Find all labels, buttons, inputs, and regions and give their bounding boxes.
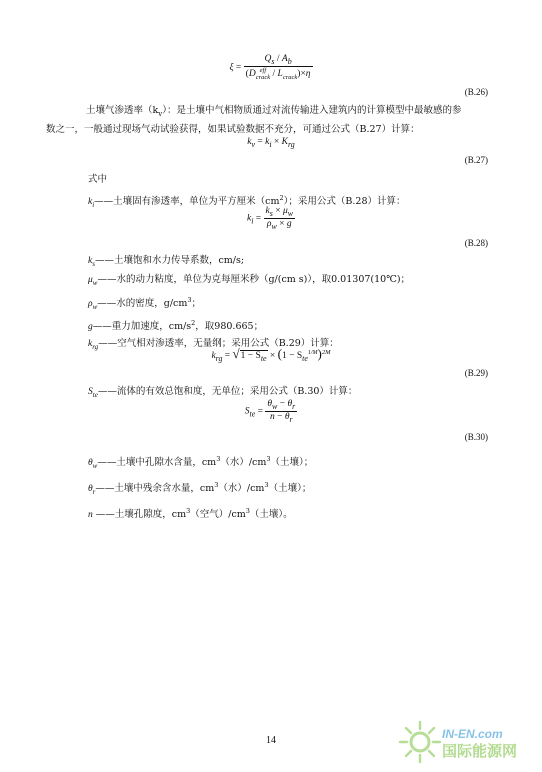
exp-1m: 1/M bbox=[307, 349, 318, 356]
sub-b: b bbox=[287, 56, 292, 66]
sub-te: te bbox=[260, 353, 267, 363]
page-number: 14 bbox=[266, 735, 276, 746]
definitions-list-2 bbox=[88, 450, 313, 525]
sqrt-inner: 1 − S bbox=[240, 351, 261, 361]
sup: 3 bbox=[187, 295, 192, 304]
sub-i: i bbox=[251, 216, 254, 226]
var-d: D bbox=[248, 69, 256, 80]
pow-2m: 2M bbox=[321, 348, 331, 356]
sub-i: i bbox=[269, 139, 272, 149]
denominator bbox=[265, 411, 297, 424]
sup: 3 bbox=[216, 455, 221, 463]
text2: （空气）/cm bbox=[190, 509, 246, 521]
text: ——空气相对渗透率，无量纲；采用公式（B.29）计算： bbox=[98, 337, 339, 349]
var-g: g bbox=[286, 218, 292, 229]
times-sign: × bbox=[272, 206, 283, 216]
times-sign: × bbox=[300, 69, 306, 80]
text3: （土壤）； bbox=[268, 483, 312, 495]
sym-s: S bbox=[88, 387, 93, 397]
text: ——土壤中孔隙水含量，cm bbox=[97, 457, 217, 469]
text: ——土壤饱和水力传导系数，cm/s; bbox=[94, 255, 245, 266]
paren-open: ( bbox=[277, 346, 282, 361]
equation-b30 bbox=[0, 399, 542, 424]
sym-k: k bbox=[88, 197, 93, 208]
def-g bbox=[88, 315, 410, 336]
text3: （土壤）； bbox=[270, 457, 314, 469]
times-sign: × bbox=[271, 137, 282, 147]
var-K: K bbox=[281, 137, 288, 147]
slash2: / bbox=[270, 69, 278, 80]
sup2: 3 bbox=[264, 481, 269, 490]
sub-crack2: crack bbox=[282, 73, 298, 81]
theta-w: θ bbox=[267, 399, 273, 409]
equation-number-b26: (B.26) bbox=[464, 87, 488, 97]
equals-sign: = bbox=[235, 62, 242, 73]
sub-w: w bbox=[272, 401, 278, 411]
ki-text: ——土壤固有渗透率，单位为平方厘米（cm bbox=[94, 196, 280, 208]
theta-r2: θ bbox=[284, 411, 290, 422]
intro-sub-v: v bbox=[158, 109, 163, 118]
var-k2: k bbox=[265, 137, 270, 147]
eta-symbol: η bbox=[305, 69, 311, 80]
times-sign2: × bbox=[276, 218, 287, 229]
def-n bbox=[88, 502, 313, 525]
fraction-b26 bbox=[244, 54, 313, 81]
equation-b26 bbox=[0, 54, 542, 81]
var-k: k bbox=[247, 137, 252, 147]
sup: 3 bbox=[186, 507, 191, 516]
sub-te2: te bbox=[302, 353, 308, 363]
in-en-watermark-logo bbox=[392, 702, 542, 769]
sub-s: s bbox=[269, 208, 273, 218]
one-minus-s: 1 − S bbox=[281, 351, 303, 361]
sub: rg bbox=[92, 342, 99, 351]
text2: ； bbox=[191, 297, 202, 309]
var-k: k bbox=[211, 351, 216, 361]
sub-rg: rg bbox=[287, 139, 295, 149]
xi-symbol: ξ bbox=[229, 62, 234, 73]
sup2: 3 bbox=[245, 507, 250, 516]
equals-sign: = bbox=[255, 406, 266, 417]
text2: ，取980.665； bbox=[195, 321, 264, 333]
text: ——土壤中残余含水量，cm bbox=[95, 483, 215, 495]
sym: μ bbox=[88, 275, 93, 286]
paren-open: ( bbox=[245, 69, 249, 80]
paren-close: ) bbox=[317, 346, 322, 361]
var-ks: k bbox=[265, 206, 270, 216]
equation-number-b27: (B.27) bbox=[464, 155, 488, 165]
numerator bbox=[265, 399, 297, 411]
sub: r bbox=[92, 488, 96, 497]
var-k: k bbox=[247, 213, 252, 224]
watermark-cn: 国际能源网 bbox=[442, 742, 518, 760]
definitions-list-1 bbox=[88, 253, 410, 355]
sub: w bbox=[92, 279, 98, 288]
ste-text: ——流体的有效总饱和度，无单位；采用公式（B.30）计算： bbox=[97, 386, 358, 397]
def-ks bbox=[88, 253, 410, 272]
var-l: L bbox=[277, 69, 283, 80]
equation-b28 bbox=[0, 206, 542, 231]
sub-s: s bbox=[271, 56, 275, 66]
sqrt-sign: √ bbox=[232, 346, 240, 361]
text2: （水）/cm bbox=[220, 457, 267, 469]
fraction-b28 bbox=[264, 206, 295, 231]
var-mu: μ bbox=[282, 206, 288, 216]
var-q: Q bbox=[264, 54, 272, 64]
sub: w bbox=[92, 302, 98, 311]
denominator bbox=[264, 218, 295, 231]
sub: w bbox=[92, 462, 98, 471]
equation-b29 bbox=[0, 346, 542, 363]
paren-close: ) bbox=[297, 69, 301, 80]
numerator bbox=[264, 206, 295, 218]
sub-te: te bbox=[249, 409, 256, 419]
minus-sign: − bbox=[277, 399, 288, 409]
sup-2: 2 bbox=[279, 194, 284, 202]
equation-number-b29: (B.29) bbox=[464, 368, 488, 378]
intro-paragraph bbox=[46, 103, 486, 138]
sym: n bbox=[88, 510, 93, 521]
sub: s bbox=[92, 259, 95, 268]
sym: k bbox=[88, 338, 93, 349]
def-rhow bbox=[88, 292, 410, 315]
intro-line2: 数之一，一般通过现场气动试验获得，如果试验数据不充分，可通过公式（B.27）计算： bbox=[46, 123, 420, 135]
equation-b27 bbox=[0, 137, 542, 149]
theta-r: θ bbox=[287, 399, 293, 409]
sym: θ bbox=[88, 484, 93, 495]
sup: 2 bbox=[191, 319, 196, 328]
sup-eff: eff bbox=[259, 66, 267, 74]
def-muw bbox=[88, 272, 410, 291]
sup2: 3 bbox=[266, 455, 271, 463]
sub-r2: r bbox=[289, 414, 293, 424]
var-a: A bbox=[281, 54, 288, 64]
sym: k bbox=[88, 256, 93, 266]
text: ——水的密度，g/cm bbox=[97, 297, 188, 309]
var-s: S bbox=[244, 406, 250, 417]
text2: （水）/cm bbox=[218, 483, 265, 495]
var-rho: ρ bbox=[266, 218, 272, 229]
def-theta-r bbox=[88, 476, 313, 502]
intro-line1: 土壤气渗透率（k bbox=[86, 105, 159, 116]
def-theta-w bbox=[88, 450, 313, 476]
equation-number-b30: (B.30) bbox=[464, 432, 488, 442]
shizhong-label: 式中 bbox=[88, 174, 108, 185]
sqrt-body bbox=[240, 350, 268, 361]
sub-v: v bbox=[251, 139, 255, 149]
sub-i: i bbox=[92, 201, 95, 210]
slash: / bbox=[274, 54, 282, 64]
watermark-text: IN-EN.com bbox=[442, 727, 503, 741]
sub-w2: w bbox=[271, 221, 277, 231]
numerator bbox=[244, 54, 313, 66]
fraction-b30 bbox=[265, 399, 297, 424]
sub-r: r bbox=[292, 401, 296, 411]
text: ——重力加速度，cm/s bbox=[92, 321, 192, 333]
sym: ρ bbox=[88, 298, 93, 309]
sup: 3 bbox=[214, 481, 219, 490]
sym: θ bbox=[88, 458, 93, 469]
equals-sign: = bbox=[253, 213, 264, 224]
sub-crack: crack bbox=[255, 73, 271, 81]
intro-line1-rest: ）：是土壤中气相物质通过对流传输进入建筑内的计算模型中最敏感的参 bbox=[162, 105, 462, 116]
text: ——水的动力粘度，单位为克每厘米秒（g/(cm s)），取0.01307(10℃)； bbox=[97, 274, 411, 286]
equals-sign: = bbox=[255, 137, 266, 147]
minus-sign2: − bbox=[274, 411, 285, 422]
sub-w: w bbox=[287, 208, 293, 218]
var-n: n bbox=[269, 411, 275, 422]
sub-rg: rg bbox=[215, 353, 223, 363]
text3: （土壤）。 bbox=[249, 509, 293, 521]
sub-te: te bbox=[92, 390, 98, 399]
equation-number-b28: (B.28) bbox=[464, 238, 488, 248]
times-sign: × bbox=[267, 351, 278, 361]
equals-sign: = bbox=[222, 351, 233, 361]
ki-text2: ）；采用公式（B.28）计算： bbox=[283, 196, 406, 208]
denominator bbox=[244, 66, 313, 81]
text: ——土壤孔隙度，cm bbox=[92, 509, 187, 521]
sym: g bbox=[88, 322, 93, 333]
